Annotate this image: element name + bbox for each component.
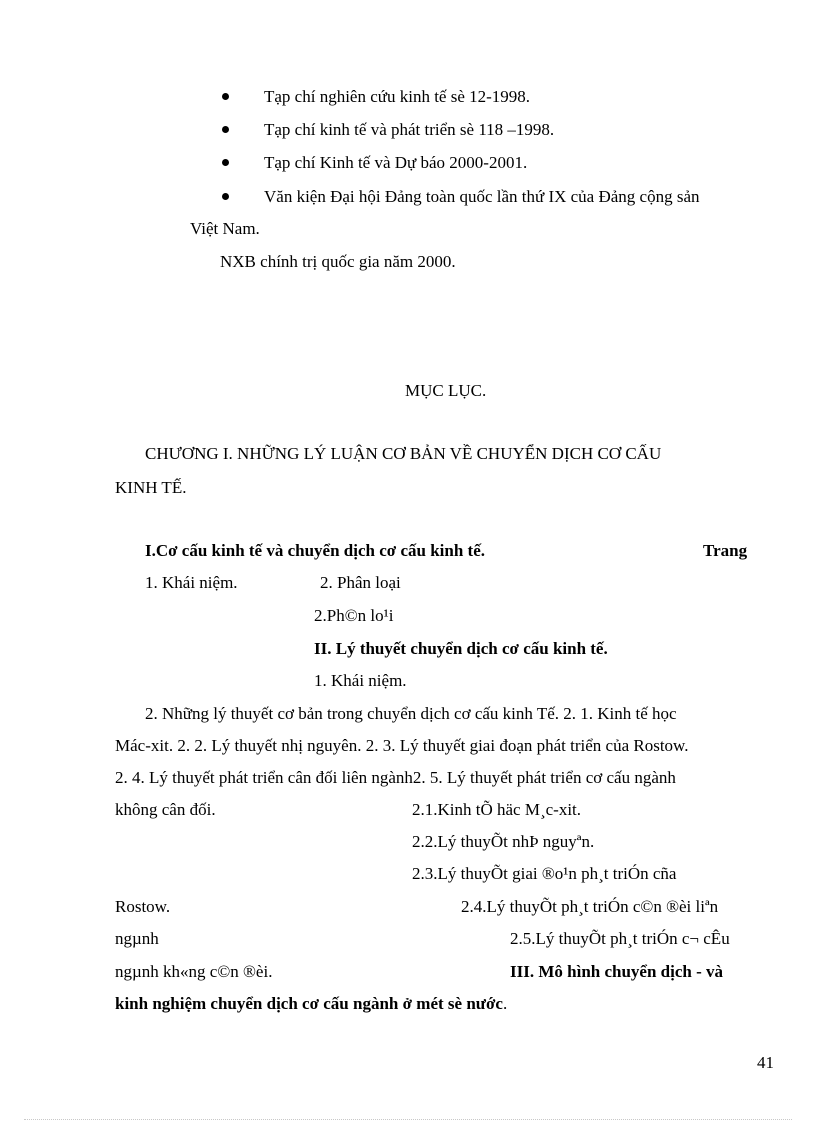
chapter-heading: CHƯƠNG I. NHỮNG LÝ LUẬN CƠ BẢN VỀ CHUYỂN DỊCH CƠ CẤU — [145, 444, 662, 463]
toc-paragraph-line: không cân đối. — [115, 800, 216, 819]
toc-item: 1. Khái niệm. — [314, 671, 407, 690]
toc-item-garbled: 2.5.Lý thuyÕt ph¸t triÓn c¬ cÊu — [510, 929, 730, 948]
section-3-heading-cont — [115, 993, 507, 1015]
toc-item: 2. Phân loại — [320, 573, 401, 592]
section-3-heading-text: kinh nghiệm chuyển dịch cơ cấu ngành ở mét sè nước — [115, 994, 503, 1013]
toc-item-garbled: 2.2.Lý thuyÕt nhÞ nguyªn. — [412, 832, 595, 851]
section-3-heading: III. Mô hình chuyển dịch - và — [510, 962, 724, 981]
toc-item-garbled: 2.Ph©n lo¹i — [314, 606, 394, 625]
toc-title: MỤC LỤC. — [405, 381, 487, 400]
toc-item-garbled: Rostow. — [115, 897, 171, 916]
bullet-icon — [222, 126, 229, 133]
toc-item-garbled: 2.3.Lý thuyÕt giai ®o¹n ph¸t triÓn cña — [412, 864, 677, 883]
toc-item-garbled: 2.1.Kinh tÕ häc M¸c-xit. — [412, 800, 582, 819]
bullet-icon — [222, 159, 229, 166]
reference-item: Tạp chí nghiên cứu kinh tế sè 12-1998. — [264, 87, 531, 106]
section-3-heading-period: . — [502, 994, 508, 1013]
page-bottom-border — [24, 1119, 792, 1120]
reference-item: Tạp chí Kinh tế và Dự báo 2000-2001. — [264, 153, 528, 172]
toc-paragraph-line: 2. Những lý thuyết cơ bản trong chuyển dịch cơ cấu kinh Tế. 2. 1. Kinh tế học — [145, 704, 677, 723]
reference-item: Văn kiện Đại hội Đảng toàn quốc lần thứ IX của Đảng cộng sản — [264, 187, 700, 206]
bullet-icon — [222, 93, 229, 100]
reference-item: Tạp chí kinh tế và phát triển sè 118 –1998. — [264, 120, 555, 139]
toc-item-garbled: ngµnh — [115, 929, 159, 948]
section-1-heading: I.Cơ cấu kinh tế và chuyển dịch cơ cấu kinh tế. — [145, 541, 485, 560]
chapter-heading-cont: KINH TẾ. — [115, 478, 187, 497]
reference-item-continuation: Việt Nam. — [190, 219, 260, 238]
page-column-label: Trang — [703, 541, 748, 560]
page-number: 41 — [757, 1053, 774, 1072]
section-2-heading: II. Lý thuyết chuyển dịch cơ cấu kinh tế. — [314, 639, 608, 658]
publisher-line: NXB chính trị quốc gia năm 2000. — [220, 252, 456, 271]
toc-paragraph-line: Mác-xit. 2. 2. Lý thuyết nhị nguyên. 2. 3. Lý thuyết giai đoạn phát triển của Rostow. — [115, 736, 689, 755]
toc-item-garbled: ngµnh kh«ng c©n ®èi. — [115, 962, 273, 981]
bullet-icon — [222, 193, 229, 200]
toc-paragraph-line: 2. 4. Lý thuyết phát triển cân đối liên ngành2. 5. Lý thuyết phát triển cơ cấu ngành — [115, 768, 676, 787]
toc-item: 1. Khái niệm. — [145, 573, 238, 592]
toc-item-garbled: 2.4.Lý thuyÕt ph¸t triÓn c©n ®èi liªn — [461, 897, 719, 916]
